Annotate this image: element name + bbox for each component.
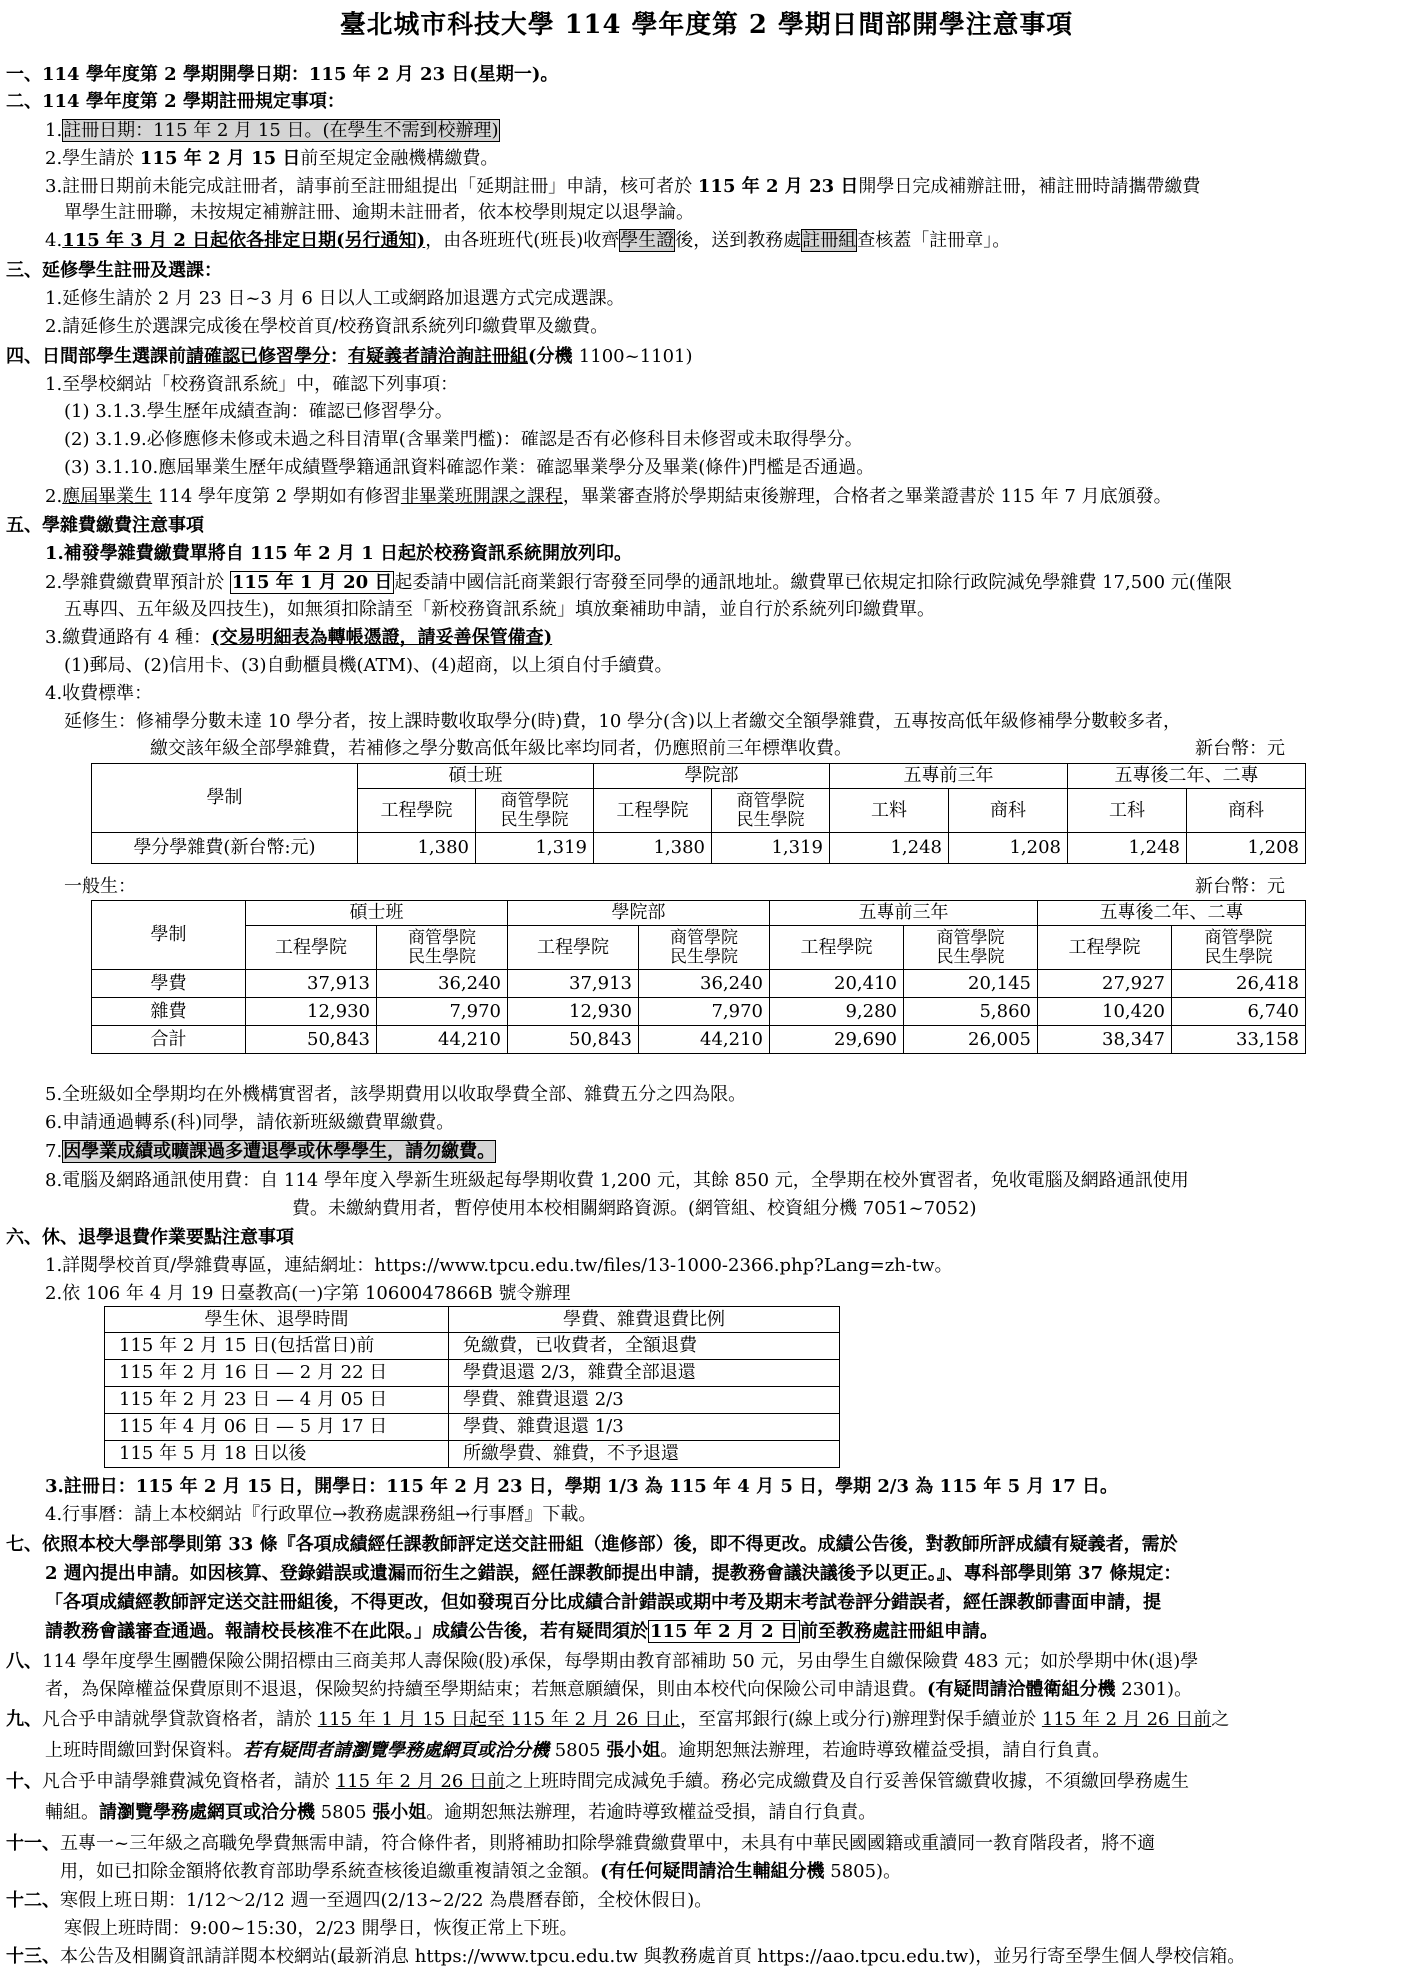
registration-item-3	[45, 174, 1200, 200]
text: 5805)。	[824, 1861, 902, 1882]
text: 4.	[45, 230, 63, 251]
group-header: 碩士班	[358, 764, 594, 789]
bold-text: 張小姐	[606, 1740, 661, 1761]
table-cell: 7,970	[639, 998, 770, 1026]
course-check-1: (1) 3.1.3.學生歷年成績查詢：確認已修習學分。	[64, 401, 453, 422]
fee-item-4: 4.收費標準：	[45, 683, 153, 704]
table-cell: 44,210	[639, 1026, 770, 1054]
boxed-date: 115 年 1 月 20 日	[231, 572, 393, 593]
section-3-heading	[6, 258, 222, 284]
registration-item-2	[45, 146, 498, 172]
column-subheader: 工程學院	[770, 926, 904, 970]
text: 之	[1211, 1709, 1230, 1730]
column-subheader: 商管學院 民生學院	[1172, 926, 1306, 970]
section-7-line-4	[45, 1619, 998, 1645]
deferred-fee-rule-cont: 繳交該年級全部學雜費，若補修之學分數高低年級比率均同者，仍應照前三年標準收費。	[150, 738, 852, 759]
text: 114 學年度學生團體保險公開招標由三商美邦人壽保險(股)承保，每學期由教育部補助 50 元，另由學生自繳保險費 483 元；如於學期中休(退)學	[42, 1651, 1199, 1672]
fee-item-2-cont: 五專四、五年級及四技生)，如無須扣除請至「新校務資訊系統」填放棄補助申請，並自行於系統列印繳費單。	[64, 599, 936, 620]
group-header: 五專後二年、二專	[1038, 901, 1306, 926]
deferred-item-2: 2.請延修生於選課完成後在學校首頁/校務資訊系統列印繳費單及繳費。	[45, 316, 609, 337]
refund-item-3: 3.註冊日：115 年 2 月 15 日，開學日：115 年 2 月 23 日，學期 1/3 為 115 年 4 月 5 日，學期 2/3 為 115 年 5 月 17 日。	[45, 1476, 1119, 1497]
registration-item-3-cont: 單學生註冊聯，未按規定補辦註冊、逾期未註冊者，依本校學則規定以退學論。	[64, 202, 694, 223]
course-check-3: (3) 3.1.10.應屆畢業生歷年成績暨學籍通訊資料確認作業：確認畢業學分及畢業(條件)門檻是否通過。	[64, 457, 875, 478]
table-cell: 1,319	[712, 833, 830, 864]
table-cell: 115 年 2 月 23 日 — 4 月 05 日	[105, 1387, 449, 1414]
registration-item-4	[45, 228, 1010, 254]
underlined-text: 115 年 2 月 26 日前	[335, 1771, 506, 1792]
column-subheader: 工程學院	[594, 789, 712, 833]
section-7-line-2: 2 週內提出申請。如因核算、登錄錯誤或遺漏而衍生之錯誤，經任課教師提出申請，提教務會議決議後予以更正。』、專科部學則第 37 條規定：	[45, 1563, 1182, 1584]
section-11-line-2	[60, 1859, 901, 1885]
course-check-2: (2) 3.1.9.必修應修未修或未過之科目清單(含畢業門檻)：確認是否有必修科目未修習或未取得學分。	[64, 429, 863, 450]
text: 五專一~三年級之高職免學費無需申請，符合條件者，則將補助扣除學雜費繳費單中，未具有中華民國國籍或重讀同一教育階段者，將不適	[60, 1833, 1156, 1854]
group-header: 五專後二年、二專	[1068, 764, 1306, 789]
table-row	[105, 1387, 840, 1414]
registration-item-1	[45, 118, 500, 144]
text: 上班時間繳回對保資料。	[45, 1740, 243, 1761]
column-subheader: 工程學院	[508, 926, 639, 970]
column-header: 學生休、退學時間	[105, 1307, 449, 1333]
section-number: 三、	[6, 260, 42, 281]
bold-text: (有任何疑問請洽生輔組分機	[600, 1861, 825, 1882]
table-cell: 26,005	[904, 1026, 1038, 1054]
text: 輔組。	[45, 1802, 99, 1823]
section-2-heading	[6, 89, 345, 115]
column-subheader: 工程學院	[1038, 926, 1172, 970]
table-cell: 學費、雜費退還 2/3	[449, 1387, 840, 1414]
bold-date: 115 年 2 月 15 日	[139, 148, 301, 169]
section-9-line-1	[6, 1707, 1229, 1733]
highlight-box: 註冊日期：115 年 2 月 15 日。(在學生不需到校辦理)	[63, 120, 499, 141]
table-cell: 12,930	[508, 998, 639, 1026]
table-cell: 免繳費，已收費者，全額退費	[449, 1333, 840, 1360]
text: 依照本校大學部學則第 33 條『各項成績經任課教師評定送交註冊組（進修部）後，即不得更改。成績公告後，對教師所評成績有疑義者，需於	[42, 1534, 1178, 1555]
table-row	[105, 1360, 840, 1387]
section-10-line-2	[45, 1800, 876, 1826]
section-number: 七、	[6, 1534, 42, 1555]
currency-note: 新台幣：元	[1195, 876, 1285, 897]
table-cell: 1,380	[594, 833, 712, 864]
table-cell: 12,930	[246, 998, 377, 1026]
row-header: 學制	[92, 764, 358, 833]
section-number: 五、	[6, 515, 42, 536]
boxed-date: 115 年 2 月 2 日	[650, 1621, 798, 1642]
general-student-label: 一般生：	[64, 876, 136, 897]
fee-item-1: 1.補發學雜費繳費單將自 115 年 2 月 1 日起於校務資訊系統開放列印。	[45, 543, 633, 564]
table-cell: 27,927	[1038, 970, 1172, 998]
text: 開學日完成補辦註冊，補註冊時請攜帶繳費	[858, 176, 1201, 197]
table-cell: 33,158	[1172, 1026, 1306, 1054]
fee-item-2	[45, 570, 1232, 596]
section-number: 十、	[6, 1771, 42, 1792]
table-row	[92, 1026, 1306, 1054]
deferred-fee-rule: 延修生：修補學分數未達 10 學分者，按上課時數收取學分(時)費，10 學分(含)以上者繳交全額學雜費，五專按高低年級修補學分數較多者，	[64, 711, 1182, 732]
group-header: 學院部	[594, 764, 830, 789]
item-number: 1.	[45, 120, 63, 141]
section-number: 六、	[6, 1227, 42, 1248]
column-subheader: 工程學院	[246, 926, 377, 970]
column-subheader: 商管學院 民生學院	[904, 926, 1038, 970]
text: 用，如已扣除金額將依教育部助學系統查核後追繳重複請領之金額。	[60, 1861, 600, 1882]
section-number: 四、	[6, 346, 42, 367]
section-number: 十三、	[6, 1946, 60, 1967]
column-subheader: 工料	[830, 789, 949, 833]
column-subheader: 工程學院	[358, 789, 476, 833]
column-subheader: 商管學院 民生學院	[377, 926, 508, 970]
table-cell: 38,347	[1038, 1026, 1172, 1054]
column-subheader: 商管學院 民生學院	[476, 789, 594, 833]
bold-text: 起依各排定日期	[210, 230, 337, 251]
text: 5805	[315, 1802, 373, 1823]
section-number: 九、	[6, 1709, 42, 1730]
section-heading: 學雜費繳費注意事項	[42, 515, 204, 536]
group-header: 五專前三年	[770, 901, 1038, 926]
text: 114 學年度第 2 學期如有修習	[152, 486, 401, 507]
row-header: 學制	[92, 901, 246, 970]
section-number: 一、	[6, 64, 42, 85]
section-12-line-2: 寒假上班時間：9:00~15:30，2/23 開學日，恢復正常上下班。	[64, 1918, 578, 1939]
section-9-line-2	[45, 1738, 1110, 1764]
text: 前至規定金融機構繳費。	[300, 148, 499, 169]
bold-text: 日間部學生選課前	[42, 346, 186, 367]
underlined-text: 應屆畢業生	[62, 486, 153, 507]
text: 2.學雜費繳費單預計於	[45, 572, 230, 593]
table-cell: 44,210	[377, 1026, 508, 1054]
table-cell: 115 年 2 月 16 日 — 2 月 22 日	[105, 1360, 449, 1387]
section-12-line-1	[6, 1888, 712, 1914]
table-cell: 50,843	[508, 1026, 639, 1054]
tuition-fee-table	[91, 900, 1306, 1054]
fee-item-3	[45, 625, 552, 651]
payment-channels: (1)郵局、(2)信用卡、(3)自動櫃員機(ATM)、(4)超商，以上須自付手續費。	[64, 655, 673, 676]
table-cell: 36,240	[639, 970, 770, 998]
row-label: 合計	[92, 1026, 246, 1054]
table-row	[105, 1441, 840, 1468]
table-cell: 所繳學費、雜費，不予退還	[449, 1441, 840, 1468]
text: 3.註冊日期前未能完成註冊者，請事前至註冊組提出「延期註冊」申請，核可者於	[45, 176, 698, 197]
table-cell: 1,208	[949, 833, 1068, 864]
section-number: 八、	[6, 1651, 42, 1672]
table-cell: 29,690	[770, 1026, 904, 1054]
underlined-text: 非畢業班開課之課程	[400, 486, 563, 507]
fee-item-8-cont: 費。未繳納費用者，暫停使用本校相關網路資源。(網管組、校資組分機 7051~7052)	[292, 1198, 977, 1219]
section-4-heading	[6, 344, 693, 370]
table-cell: 115 年 5 月 18 日以後	[105, 1441, 449, 1468]
table-cell: 6,740	[1172, 998, 1306, 1026]
bold-text: (有疑問請洽體衛組分機	[927, 1679, 1116, 1700]
refund-item-2: 2.依 106 年 4 月 19 日臺教高(一)字第 1060047866B 號令辦理	[45, 1283, 571, 1304]
bold-text: (分機	[528, 346, 579, 367]
table-cell: 學費退還 2/3，雜費全部退還	[449, 1360, 840, 1387]
table-row	[92, 970, 1306, 998]
fee-item-7	[45, 1139, 496, 1165]
section-number: 十二、	[6, 1890, 60, 1911]
table-cell: 9,280	[770, 998, 904, 1026]
section-7-line-3: 「各項成績經教師評定送交註冊組後，不得更改，但如發現百分比成績合計錯誤或期中考及期末考試卷評分錯誤者，經任課教師書面申請，提	[45, 1592, 1161, 1613]
bold-text: 有疑義者請洽詢註冊組	[348, 346, 528, 367]
section-text: 114 學年度第 2 學期開學日期：115 年 2 月 23 日(星期一)。	[42, 64, 559, 85]
underlined-text: 115 年 2 月 26 日前	[1041, 1709, 1212, 1730]
table-row	[92, 998, 1306, 1026]
section-number: 二、	[6, 91, 42, 112]
fee-item-5: 5.全班級如全學期均在外機構實習者，該學期費用以收取學費全部、雜費五分之四為限。	[45, 1084, 747, 1105]
text: ，至富邦銀行(線上或分行)辦理對保手續並於	[680, 1709, 1042, 1730]
page-title: 臺北城市科技大學 114 學年度第 2 學期日間部開學注意事項	[339, 10, 1074, 40]
text: 5805	[549, 1740, 607, 1761]
text: ，由各班班代(班長)收齊	[425, 230, 620, 251]
section-8-line-1	[6, 1649, 1198, 1675]
text: 後，送到教務處	[675, 230, 802, 251]
refund-item-1: 1.詳閱學校首頁/學雜費專區，連結網址：https://www.tpcu.edu.tw/files/13-1000-2366.php?Lang=zh-tw。	[45, 1255, 953, 1276]
table-cell: 學費、雜費退還 1/3	[449, 1414, 840, 1441]
row-label: 學分學雜費(新台幣:元)	[92, 833, 358, 864]
text: 2.	[45, 486, 63, 507]
credit-fee-table	[91, 763, 1306, 864]
course-item-1: 1.至學校網站「校務資訊系統」中，確認下列事項：	[45, 374, 459, 395]
text: 本公告及相關資訊請詳閱本校網站(最新消息 https://www.tpcu.edu.tw 與教務處首頁 https://aao.tpcu.edu.tw)，並另行寄至學生個人學校信箱。	[60, 1946, 1246, 1967]
table-row	[105, 1414, 840, 1441]
fee-item-8: 8.電腦及網路通訊使用費：自 114 學年度入學新生班級起每學期收費 1,200 元，其餘 850 元，全學期在校外實習者，免收電腦及網路通訊使用	[45, 1170, 1189, 1191]
refund-item-4: 4.行事曆：請上本校網站『行政單位→教務處課務組→行事曆』下載。	[45, 1504, 597, 1525]
text: 2.學生請於	[45, 148, 140, 169]
section-number: 十一、	[6, 1833, 60, 1854]
bold-text: 請確認已修習學分	[186, 346, 330, 367]
text: 2301)。	[1115, 1679, 1193, 1700]
bold-date: 115 年 3 月 2 日	[62, 230, 211, 251]
bold-text: (另行通知)	[336, 230, 426, 251]
table-cell: 7,970	[377, 998, 508, 1026]
table-cell: 20,145	[904, 970, 1038, 998]
currency-note: 新台幣：元	[1195, 738, 1285, 759]
section-1	[6, 62, 558, 88]
text: 3.繳費通路有 4 種：	[45, 627, 212, 648]
table-cell: 1,248	[1068, 833, 1187, 864]
table-cell: 1,380	[358, 833, 476, 864]
column-subheader: 商科	[1187, 789, 1306, 833]
column-subheader: 商管學院 民生學院	[712, 789, 830, 833]
underlined-text: 115 年 1 月 15 日起至 115 年 2 月 26 日止	[317, 1709, 681, 1730]
column-subheader: 商科	[949, 789, 1068, 833]
fee-item-6: 6.申請通過轉系(科)同學，請依新班級繳費單繳費。	[45, 1112, 455, 1133]
table-cell: 115 年 2 月 15 日(包括當日)前	[105, 1333, 449, 1360]
table-cell: 26,418	[1172, 970, 1306, 998]
group-header: 五專前三年	[830, 764, 1068, 789]
table-cell: 37,913	[246, 970, 377, 998]
section-heading: 114 學年度第 2 學期註冊規定事項：	[42, 91, 345, 112]
section-heading: 延修學生註冊及選課：	[42, 260, 222, 281]
text: ，畢業審查將於學期結束後辦理，合格者之畢業證書於 115 年 7 月底頒發。	[562, 486, 1172, 507]
text: 凡合乎申請就學貸款資格者，請於	[42, 1709, 318, 1730]
text: 寒假上班日期：1/12～2/12 週一至週四(2/13~2/22 為農曆春節，全校休假日)。	[60, 1890, 713, 1911]
table-cell: 1,319	[476, 833, 594, 864]
text: 請教務會議審查通過。報請校長核准不在此限。」成績公告後，若有疑問須於	[45, 1621, 648, 1642]
group-header: 碩士班	[246, 901, 508, 926]
highlight-box: 學生證	[620, 230, 675, 251]
bold-text: (交易明細表為轉帳憑證，請妥善保管備查)	[211, 627, 553, 648]
course-item-2	[45, 484, 1172, 510]
bold-text: 請瀏覽學務處網頁或洽分機	[99, 1802, 315, 1823]
highlight-box: 因學業成績或曠課過多遭退學或休學學生，請勿繳費。	[63, 1141, 496, 1162]
text: 。逾期恕無法辦理，若逾時導致權益受損，請自行負責。	[426, 1802, 877, 1823]
text: 查核蓋「註冊章」。	[857, 230, 1011, 251]
refund-table	[104, 1306, 840, 1468]
text: 者，為保障權益保費原則不退退，保險契約持續至學期結束；若無意願續保，則由本校代向保險公司申請退費。	[45, 1679, 927, 1700]
row-label: 學費	[92, 970, 246, 998]
section-6-heading	[6, 1225, 294, 1251]
text: 1100~1101)	[578, 346, 693, 367]
bold-date: 115 年 2 月 23 日	[697, 176, 859, 197]
text: 前至教務處註冊組申請。	[799, 1621, 998, 1642]
section-11-line-1	[6, 1831, 1155, 1857]
table-cell: 1,248	[830, 833, 949, 864]
column-subheader: 工科	[1068, 789, 1187, 833]
row-label: 雜費	[92, 998, 246, 1026]
group-header: 學院部	[508, 901, 770, 926]
table-cell: 1,208	[1187, 833, 1306, 864]
section-heading: 休、退學退費作業要點注意事項	[42, 1227, 294, 1248]
text: 7.	[45, 1141, 63, 1162]
highlight-box: 註冊組	[802, 230, 857, 251]
table-cell: 10,420	[1038, 998, 1172, 1026]
section-8-line-2	[45, 1677, 1192, 1703]
bold-text: 若有疑問者請瀏覽學務處網頁或洽分機	[243, 1740, 549, 1761]
section-10-line-1	[6, 1769, 1189, 1795]
text: 起委請中國信託商業銀行寄發至同學的通訊地址。繳費單已依規定扣除行政院減免學雜費 17,500 元(僅限	[394, 572, 1232, 593]
table-row	[105, 1333, 840, 1360]
table-cell: 115 年 4 月 06 日 — 5 月 17 日	[105, 1414, 449, 1441]
table-cell: 36,240	[377, 970, 508, 998]
table-cell: 50,843	[246, 1026, 377, 1054]
bold-text: 張小姐	[372, 1802, 427, 1823]
table-cell: 37,913	[508, 970, 639, 998]
text: 之上班時間完成減免手續。務必完成繳費及自行妥善保管繳費收據，不須繳回學務處生	[505, 1771, 1190, 1792]
section-13-line-1	[6, 1944, 1245, 1970]
text: 。逾期恕無法辦理，若逾時導致權益受損，請自行負責。	[660, 1740, 1111, 1761]
table-cell: 20,410	[770, 970, 904, 998]
deferred-item-1: 1.延修生請於 2 月 23 日~3 月 6 日以人工或網路加退選方式完成選課。	[45, 288, 625, 309]
column-header: 學費、雜費退費比例	[449, 1307, 840, 1333]
table-cell: 5,860	[904, 998, 1038, 1026]
section-5-heading	[6, 513, 204, 539]
section-7-line-1	[6, 1532, 1178, 1558]
bold-text: ：	[330, 346, 348, 367]
column-subheader: 商管學院 民生學院	[639, 926, 770, 970]
text: 凡合乎申請學雜費減免資格者，請於	[42, 1771, 336, 1792]
